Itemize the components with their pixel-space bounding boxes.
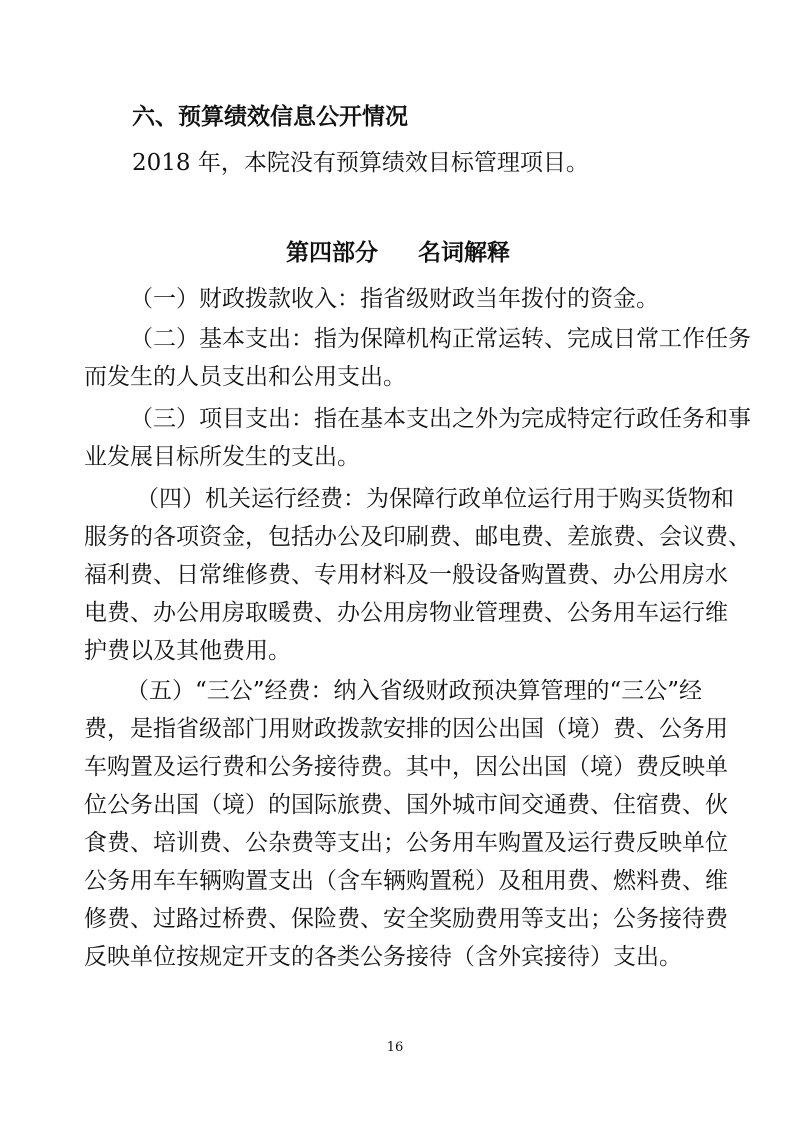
- part-title: [286, 238, 790, 268]
- term-5-line-5: 食费、培训费、公杂费等支出；公务用车购置及运行费反映单位: [84, 830, 728, 856]
- term-3-line-2: 业发展目标所发生的支出。: [84, 444, 360, 470]
- part-title-name: 名词解释: [418, 239, 510, 266]
- term-5-line-6: 公务用车车辆购置支出（含车辆购置税）及租用费、燃料费、维: [84, 868, 728, 894]
- term-4-line-2: 服务的各项资金，包括办公及印刷费、邮电费、差旅费、会议费、: [84, 524, 751, 550]
- term-2-line-1: （二）基本支出：指为保障机构正常运转、完成日常工作任务: [130, 326, 751, 352]
- term-5-line-4: 位公务出国（境）的国际旅费、国外城市间交通费、住宿费、伙: [84, 792, 728, 818]
- term-4-line-4: 电费、办公用房取暖费、办公用房物业管理费、公务用车运行维: [84, 600, 728, 626]
- section-heading: 六、预算绩效信息公开情况: [132, 103, 408, 130]
- term-5-line-1: （五）“三公”经费：纳入省级财政预决算管理的“三公”经: [126, 678, 703, 704]
- term-4-line-3: 福利费、日常维修费、专用材料及一般设备购置费、办公用房水: [84, 562, 728, 588]
- term-5-line-3: 车购置及运行费和公务接待费。其中，因公出国（境）费反映单: [84, 754, 728, 780]
- part-title-number: 第四部分: [286, 239, 378, 266]
- term-5-line-8: 反映单位按规定开支的各类公务接待（含外宾接待）支出。: [84, 944, 682, 970]
- page-number: 16: [386, 1040, 404, 1055]
- term-4-line-1: （四）机关运行经费：为保障行政单位运行用于购买货物和: [136, 486, 734, 512]
- term-4-line-5: 护费以及其他费用。: [84, 638, 291, 664]
- term-5-line-2: 费，是指省级部门用财政拨款安排的因公出国（境）费、公务用: [84, 716, 728, 742]
- term-5-line-7: 修费、过路过桥费、保险费、安全奖励费用等支出；公务接待费: [84, 906, 728, 932]
- term-2-line-2: 而发生的人员支出和公用支出。: [84, 364, 406, 390]
- section-body: 2018 年，本院没有预算绩效目标管理项目。: [132, 150, 589, 176]
- term-3-line-1: （三）项目支出：指在基本支出之外为完成特定行政任务和事: [130, 406, 751, 432]
- term-1-line-1: （一）财政拨款收入：指省级财政当年拨付的资金。: [130, 286, 659, 312]
